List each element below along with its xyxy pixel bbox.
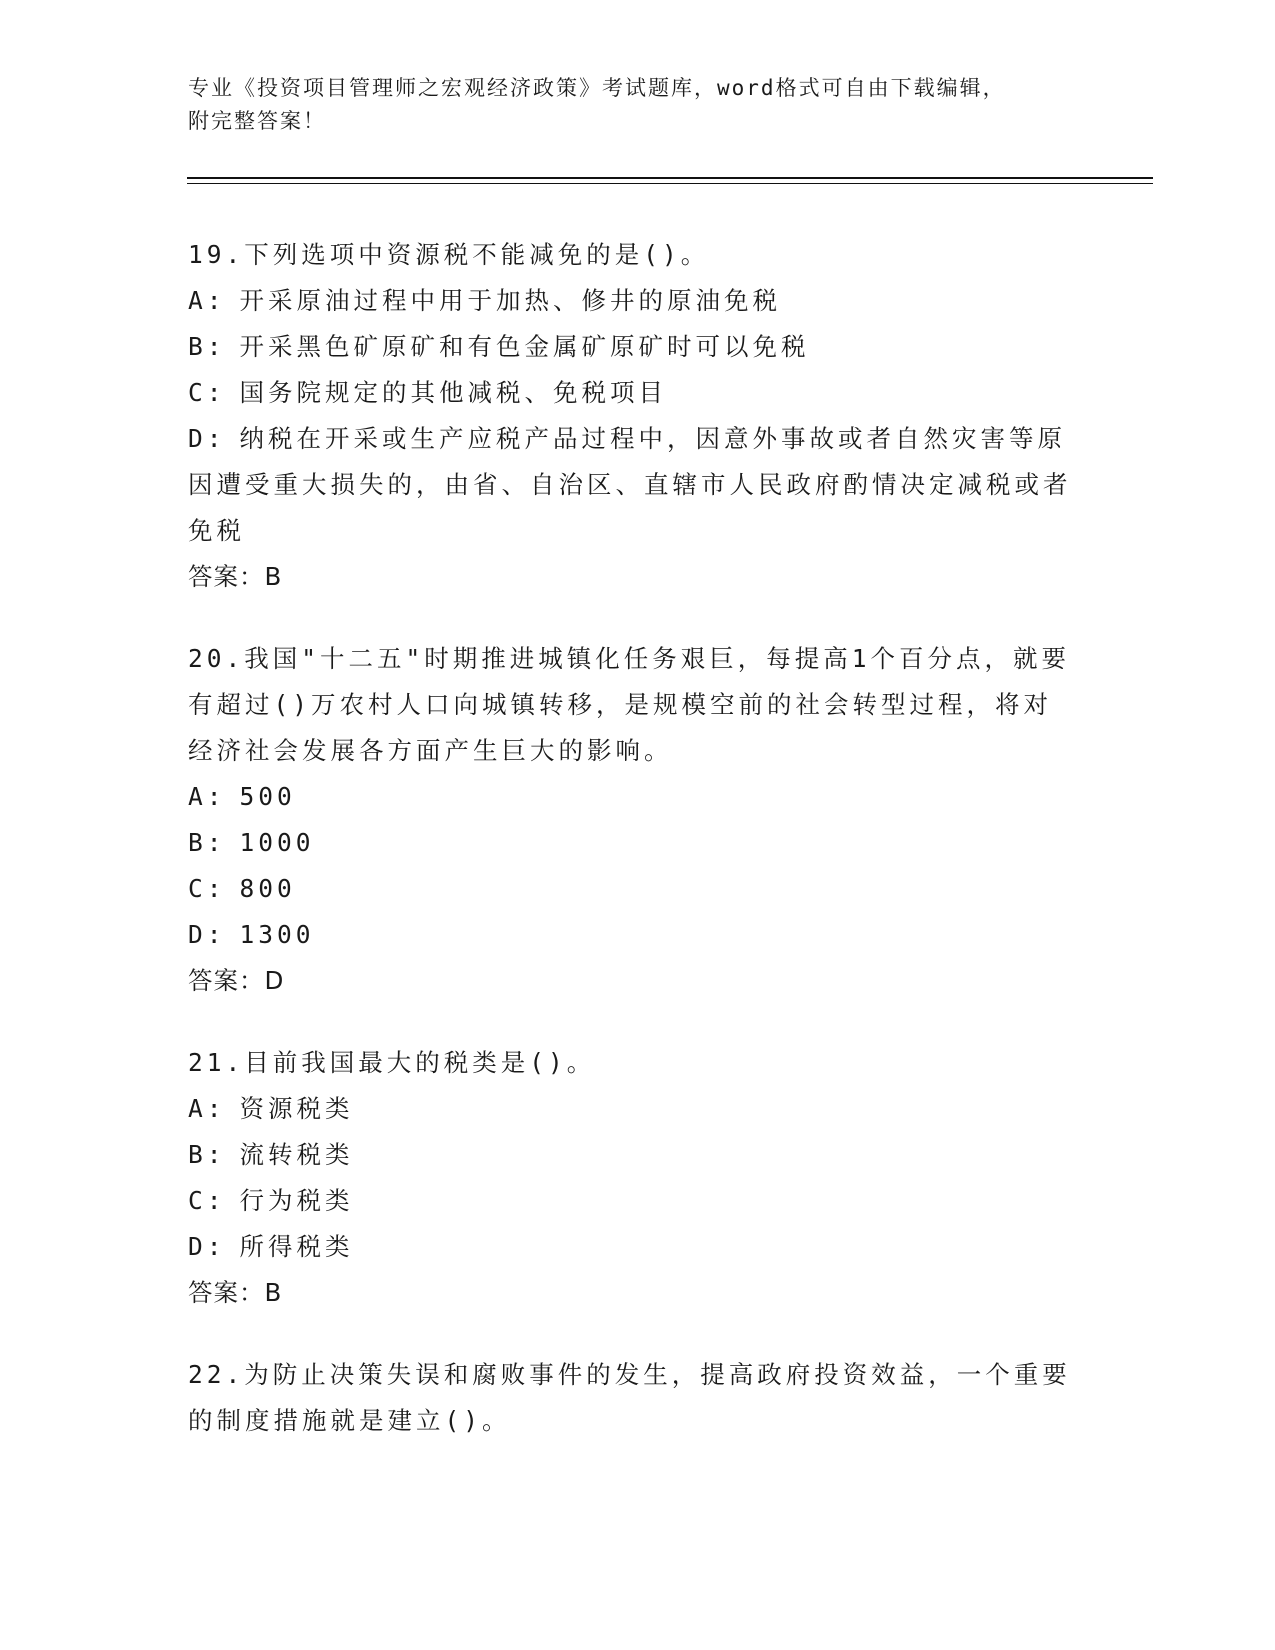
header-line-1: 专业《投资项目管理师之宏观经济政策》考试题库，word格式可自由下载编辑， — [188, 76, 1006, 100]
question-list — [188, 232, 1088, 1480]
option-text: 1000 — [239, 828, 315, 857]
option-a — [188, 774, 1088, 820]
document-header — [188, 72, 1088, 138]
option-d — [188, 416, 1078, 554]
option-text: 所得税类 — [239, 1232, 354, 1261]
option-text: 开采原油过程中用于加热、修井的原油免税 — [239, 286, 782, 315]
question-22 — [188, 1352, 1088, 1444]
question-text: 22.为防止决策失误和腐败事件的发生，提高政府投资效益，一个重要的制度措施就是建立()。 — [188, 1360, 1071, 1435]
option-key: B: — [188, 828, 226, 857]
option-c — [188, 1178, 1088, 1224]
option-text: 1300 — [239, 920, 315, 949]
option-a — [188, 278, 1088, 324]
option-b — [188, 820, 1088, 866]
answer: 答案：D — [188, 966, 285, 995]
option-key: A: — [188, 1094, 226, 1123]
option-text: 行为税类 — [239, 1186, 354, 1215]
option-key: D: — [188, 920, 226, 949]
option-text: 资源税类 — [239, 1094, 354, 1123]
question-19 — [188, 232, 1088, 600]
question-text: 19.下列选项中资源税不能减免的是()。 — [188, 240, 710, 269]
option-text: 开采黑色矿原矿和有色金属矿原矿时可以免税 — [239, 332, 810, 361]
option-key: B: — [188, 332, 226, 361]
option-key: C: — [188, 1186, 226, 1215]
option-text: 流转税类 — [239, 1140, 354, 1169]
option-b — [188, 324, 1088, 370]
question-21 — [188, 1040, 1088, 1316]
option-text: 国务院规定的其他减税、免税项目 — [239, 378, 668, 407]
option-b — [188, 1132, 1088, 1178]
option-key: C: — [188, 378, 226, 407]
option-text: 500 — [239, 782, 296, 811]
option-a — [188, 1086, 1088, 1132]
option-c — [188, 866, 1088, 912]
answer: 答案：B — [188, 562, 283, 591]
option-d — [188, 912, 1088, 958]
option-text: 纳税在开采或生产应税产品过程中，因意外事故或者自然灾害等原因遭受重大损失的，由省、自治区、直辖市人民政府酌情决定减税或者免税 — [188, 424, 1072, 545]
question-20 — [188, 636, 1088, 1004]
option-key: D: — [188, 424, 226, 453]
option-c — [188, 370, 1088, 416]
header-divider-thick — [187, 177, 1153, 179]
option-key: B: — [188, 1140, 226, 1169]
option-key: A: — [188, 286, 226, 315]
header-divider-thin — [187, 183, 1153, 184]
header-line-2: 附完整答案！ — [188, 109, 326, 133]
option-key: A: — [188, 782, 226, 811]
option-key: D: — [188, 1232, 226, 1261]
question-text: 21.目前我国最大的税类是()。 — [188, 1048, 596, 1077]
option-text: 800 — [239, 874, 296, 903]
option-d — [188, 1224, 1088, 1270]
question-text: 20.我国"十二五"时期推进城镇化任务艰巨，每提高1个百分点，就要有超过()万农村人口向城镇转移，是规模空前的社会转型过程，将对经济社会发展各方面产生巨大的影响。 — [188, 644, 1070, 765]
option-key: C: — [188, 874, 226, 903]
answer: 答案：B — [188, 1278, 283, 1307]
